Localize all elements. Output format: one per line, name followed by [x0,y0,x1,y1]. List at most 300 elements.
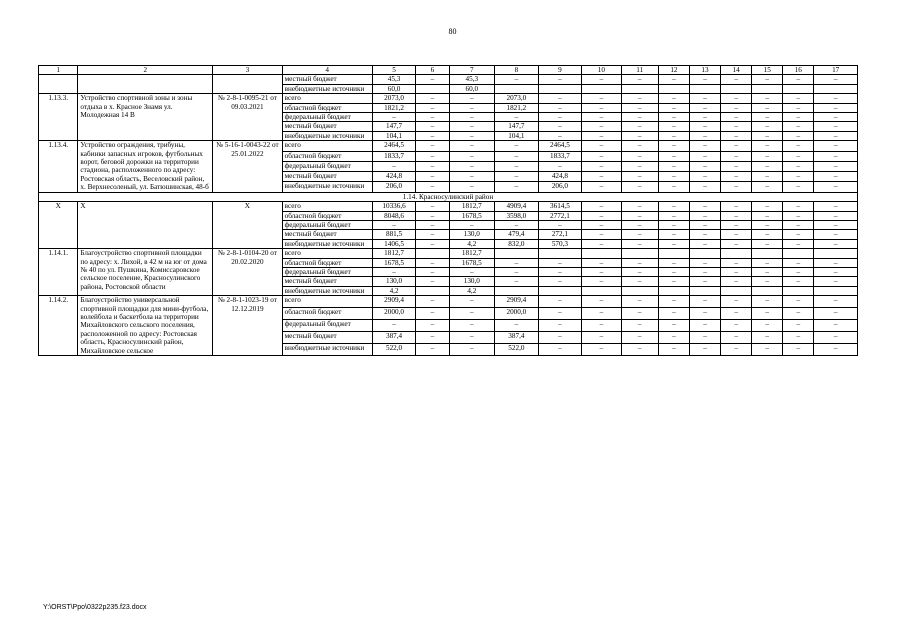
value-cell: – [689,211,720,220]
value-cell: – [658,172,689,182]
value-cell: – [416,75,449,84]
value-cell [495,84,539,93]
value-cell: – [495,161,539,171]
value-cell: – [689,141,720,151]
value-cell: – [621,94,658,103]
value-cell: – [582,220,621,229]
value-cell: – [658,75,689,84]
value-cell: – [752,161,783,171]
value-cell: – [689,103,720,112]
value-cell: – [416,296,449,308]
value-cell: – [416,94,449,103]
funding-source: областной бюджет [282,103,372,112]
value-cell: – [689,172,720,182]
value-cell: – [372,161,416,171]
value-cell: – [621,332,658,344]
value-cell: – [783,172,814,182]
funding-source: всего [282,202,372,211]
value-cell: – [449,308,495,320]
value-cell: – [621,202,658,211]
value-cell: – [689,151,720,161]
document-number: № 2-8-1-0095-21 от 09.03.2021 [213,94,282,141]
value-cell: – [689,113,720,122]
value-cell: – [752,172,783,182]
value-cell: 424,8 [372,172,416,182]
value-cell: – [689,230,720,239]
value-cell: – [783,258,814,267]
value-cell: – [416,230,449,239]
table-row [39,94,858,103]
funding-source: областной бюджет [282,151,372,161]
value-cell: – [495,220,539,229]
value-cell: – [689,308,720,320]
header-cell: 3 [213,66,282,75]
value-cell: – [814,122,858,131]
value-cell: – [621,103,658,112]
value-cell: 2909,4 [495,296,539,308]
value-cell: – [538,94,582,103]
value-cell: – [721,320,752,332]
value-cell: – [814,344,858,356]
value-cell [621,84,658,93]
value-cell: – [538,131,582,140]
value-cell: – [721,172,752,182]
value-cell: – [621,258,658,267]
value-cell: – [416,113,449,122]
funding-source: местный бюджет [282,277,372,286]
value-cell: – [495,75,539,84]
value-cell [658,286,689,295]
value-cell: – [538,220,582,229]
value-cell [495,249,539,258]
value-cell: – [658,220,689,229]
value-cell: 1812,7 [449,202,495,211]
value-cell: – [689,320,720,332]
funding-source: федеральный бюджет [282,113,372,122]
value-cell: – [658,103,689,112]
value-cell: 130,0 [372,277,416,286]
value-cell: – [783,344,814,356]
value-cell [783,286,814,295]
value-cell: – [721,131,752,140]
value-cell: 1812,7 [449,249,495,258]
value-cell: – [783,131,814,140]
value-cell [783,84,814,93]
funding-source: областной бюджет [282,211,372,220]
value-cell: – [449,151,495,161]
value-cell: 1821,2 [372,103,416,112]
value-cell: 881,5 [372,230,416,239]
value-cell: – [721,75,752,84]
value-cell: – [449,141,495,151]
object-name: Устройство ограждения, трибуны, кабинки запасных игроков, футбольных ворот, беговой дорожки на территории стадиона, расположенного по адресу: Ростовская область, Веселовский район, х. Верхнесоленый, ул. Батюшинская, 48-б [78,141,213,192]
value-cell: – [721,141,752,151]
value-cell: – [814,103,858,112]
value-cell: – [538,75,582,84]
header-cell: 14 [721,66,752,75]
header-cell: 15 [752,66,783,75]
value-cell: – [752,344,783,356]
value-cell: – [621,277,658,286]
value-cell: 8048,6 [372,211,416,220]
value-cell: – [658,277,689,286]
funding-source: внебюджетные источники [282,344,372,356]
value-cell: – [752,277,783,286]
value-cell [814,84,858,93]
value-cell: – [538,161,582,171]
value-cell [814,249,858,258]
value-cell: – [582,230,621,239]
funding-source: областной бюджет [282,258,372,267]
object-name [78,75,213,94]
value-cell: – [621,172,658,182]
value-cell: – [621,75,658,84]
value-cell: – [495,267,539,276]
value-cell [814,286,858,295]
table-row [39,249,858,258]
funding-source: местный бюджет [282,75,372,84]
value-cell: – [621,320,658,332]
row-number: Х [39,202,78,249]
value-cell: 832,0 [495,239,539,248]
value-cell: – [495,258,539,267]
row-number [39,75,78,94]
value-cell: – [538,332,582,344]
value-cell: 60,0 [449,84,495,93]
value-cell: – [495,182,539,192]
value-cell [416,84,449,93]
value-cell [721,84,752,93]
funding-source: местный бюджет [282,332,372,344]
value-cell: – [814,220,858,229]
value-cell: 206,0 [372,182,416,192]
value-cell: – [621,182,658,192]
value-cell [689,286,720,295]
value-cell: – [538,296,582,308]
funding-source: внебюджетные источники [282,131,372,140]
value-cell: – [721,258,752,267]
row-number: 1.14.1. [39,249,78,296]
value-cell [538,84,582,93]
funding-source: всего [282,141,372,151]
value-cell: – [689,239,720,248]
value-cell: – [721,182,752,192]
value-cell: 2073,0 [372,94,416,103]
funding-source: внебюджетные источники [282,182,372,192]
value-cell: 2000,0 [372,308,416,320]
value-cell: – [449,332,495,344]
row-number: 1.13.3. [39,94,78,141]
value-cell: – [814,308,858,320]
value-cell: – [416,267,449,276]
row-number: 1.13.4. [39,141,78,192]
value-cell: 2073,0 [495,94,539,103]
value-cell: – [689,220,720,229]
value-cell: – [449,320,495,332]
value-cell: – [449,94,495,103]
value-cell: – [783,113,814,122]
value-cell: – [721,230,752,239]
header-cell: 6 [416,66,449,75]
funding-source: федеральный бюджет [282,267,372,276]
value-cell: – [689,296,720,308]
value-cell [752,249,783,258]
value-cell: – [495,172,539,182]
header-cell: 4 [282,66,372,75]
value-cell: – [582,344,621,356]
value-cell: – [416,277,449,286]
value-cell: 2464,5 [538,141,582,151]
value-cell: – [658,320,689,332]
value-cell: – [752,131,783,140]
value-cell: – [538,113,582,122]
value-cell: – [582,122,621,131]
value-cell: – [449,172,495,182]
object-name: Устройство спортивной зоны и зоны отдыха в х. Красное Знамя ул. Молодежная 14 В [78,94,213,141]
value-cell: – [582,75,621,84]
value-cell: 1812,7 [372,249,416,258]
value-cell: – [621,230,658,239]
value-cell: – [538,344,582,356]
value-cell: – [416,151,449,161]
value-cell: – [814,172,858,182]
value-cell: – [495,277,539,286]
value-cell: – [752,103,783,112]
funding-source: местный бюджет [282,172,372,182]
value-cell: – [449,122,495,131]
value-cell: 570,3 [538,239,582,248]
value-cell: – [752,151,783,161]
value-cell: – [689,182,720,192]
funding-source: федеральный бюджет [282,161,372,171]
value-cell [538,249,582,258]
value-cell: – [449,103,495,112]
value-cell: – [538,320,582,332]
value-cell: – [814,182,858,192]
value-cell: – [783,75,814,84]
value-cell: – [814,94,858,103]
object-name: Х [78,202,213,249]
header-cell: 9 [538,66,582,75]
value-cell: – [582,94,621,103]
value-cell: – [721,161,752,171]
value-cell: 2772,1 [538,211,582,220]
value-cell [783,249,814,258]
value-cell: – [814,296,858,308]
value-cell: 45,3 [372,75,416,84]
section-row [39,192,858,201]
value-cell: – [372,267,416,276]
funding-source: местный бюджет [282,122,372,131]
header-cell: 12 [658,66,689,75]
value-cell: 387,4 [372,332,416,344]
value-cell: 10336,6 [372,202,416,211]
value-cell: – [582,277,621,286]
value-cell: – [658,308,689,320]
value-cell: – [752,308,783,320]
value-cell: – [495,141,539,151]
value-cell: 206,0 [538,182,582,192]
header-cell: 8 [495,66,539,75]
value-cell: – [783,103,814,112]
value-cell [752,84,783,93]
value-cell: 104,1 [372,131,416,140]
funding-source: внебюджетные источники [282,84,372,93]
value-cell: – [621,220,658,229]
value-cell: – [814,277,858,286]
value-cell: – [416,332,449,344]
value-cell: – [689,258,720,267]
value-cell: 4,2 [449,239,495,248]
value-cell: – [752,320,783,332]
value-cell: – [416,220,449,229]
header-cell: 10 [582,66,621,75]
value-cell: 424,8 [538,172,582,182]
value-cell: 4,2 [449,286,495,295]
row-number: 1.14.2. [39,296,78,356]
value-cell: – [721,267,752,276]
value-cell: – [752,141,783,151]
value-cell: – [721,308,752,320]
value-cell: – [416,122,449,131]
value-cell: – [814,202,858,211]
value-cell: – [621,141,658,151]
value-cell [658,84,689,93]
value-cell: – [752,113,783,122]
value-cell: – [814,131,858,140]
value-cell: – [783,332,814,344]
value-cell: – [689,332,720,344]
value-cell: – [449,220,495,229]
value-cell: – [689,94,720,103]
value-cell: – [658,296,689,308]
value-cell: – [621,211,658,220]
object-name: Благоустройство универсальной спортивной площадки для мини-футбола, волейбола и баскетбола на территории Михайловского сельского поселения, расположенной по адресу: Ростовская область, Красносулинский район, Михайловское сельское [78,296,213,356]
value-cell: – [721,113,752,122]
funding-source: федеральный бюджет [282,220,372,229]
value-cell: – [752,258,783,267]
value-cell: – [416,161,449,171]
value-cell: – [372,320,416,332]
document-number: № 2-8-1-1023-19 от 12.12.2019 [213,296,282,356]
value-cell: – [582,182,621,192]
value-cell: 1833,7 [538,151,582,161]
value-cell: – [783,182,814,192]
value-cell: – [658,182,689,192]
table-row [39,202,858,211]
value-cell: – [721,277,752,286]
value-cell: – [814,230,858,239]
value-cell [689,84,720,93]
value-cell: – [752,220,783,229]
value-cell: – [783,122,814,131]
value-cell: – [538,277,582,286]
value-cell: – [621,151,658,161]
value-cell: – [416,141,449,151]
value-cell: – [721,296,752,308]
value-cell: – [416,202,449,211]
value-cell: – [658,131,689,140]
value-cell: – [582,267,621,276]
value-cell: – [814,211,858,220]
value-cell [721,249,752,258]
funding-source: внебюджетные источники [282,239,372,248]
header-cell: 13 [689,66,720,75]
funding-source: всего [282,249,372,258]
value-cell: – [658,161,689,171]
value-cell: – [582,161,621,171]
value-cell: – [689,267,720,276]
value-cell: 2464,5 [372,141,416,151]
value-cell: – [783,151,814,161]
document-number: № 5-16-1-0043-22 от 25.01.2022 [213,141,282,192]
value-cell: – [814,141,858,151]
header-cell: 7 [449,66,495,75]
value-cell: – [416,308,449,320]
value-cell: – [689,122,720,131]
value-cell: – [621,296,658,308]
document-number [213,75,282,94]
value-cell: – [495,113,539,122]
value-cell [658,249,689,258]
value-cell: – [582,113,621,122]
page-number: 80 [448,27,457,36]
value-cell: – [783,267,814,276]
table-row [39,141,858,151]
value-cell [582,249,621,258]
value-cell: – [658,239,689,248]
value-cell: – [752,94,783,103]
value-cell: 1833,7 [372,151,416,161]
value-cell: – [538,258,582,267]
header-cell: 11 [621,66,658,75]
value-cell: – [752,296,783,308]
value-cell: – [449,344,495,356]
value-cell: – [721,332,752,344]
value-cell: – [721,344,752,356]
value-cell: 1678,5 [449,258,495,267]
value-cell [538,286,582,295]
value-cell: – [689,161,720,171]
value-cell [689,249,720,258]
header-cell: 17 [814,66,858,75]
value-cell: – [416,344,449,356]
value-cell: – [495,320,539,332]
value-cell [495,286,539,295]
value-cell: – [582,211,621,220]
value-cell: – [783,211,814,220]
value-cell: – [721,151,752,161]
value-cell: – [658,113,689,122]
value-cell [621,286,658,295]
value-cell: – [582,151,621,161]
value-cell: – [783,308,814,320]
value-cell: 60,0 [372,84,416,93]
value-cell: 1678,5 [449,211,495,220]
value-cell: – [582,258,621,267]
value-cell: – [621,239,658,248]
document-number: Х [213,202,282,249]
value-cell: – [814,113,858,122]
value-cell: – [721,122,752,131]
value-cell: – [582,239,621,248]
value-cell: – [721,220,752,229]
value-cell: – [658,141,689,151]
value-cell [621,249,658,258]
value-cell: 45,3 [449,75,495,84]
value-cell [416,249,449,258]
funding-source: местный бюджет [282,230,372,239]
